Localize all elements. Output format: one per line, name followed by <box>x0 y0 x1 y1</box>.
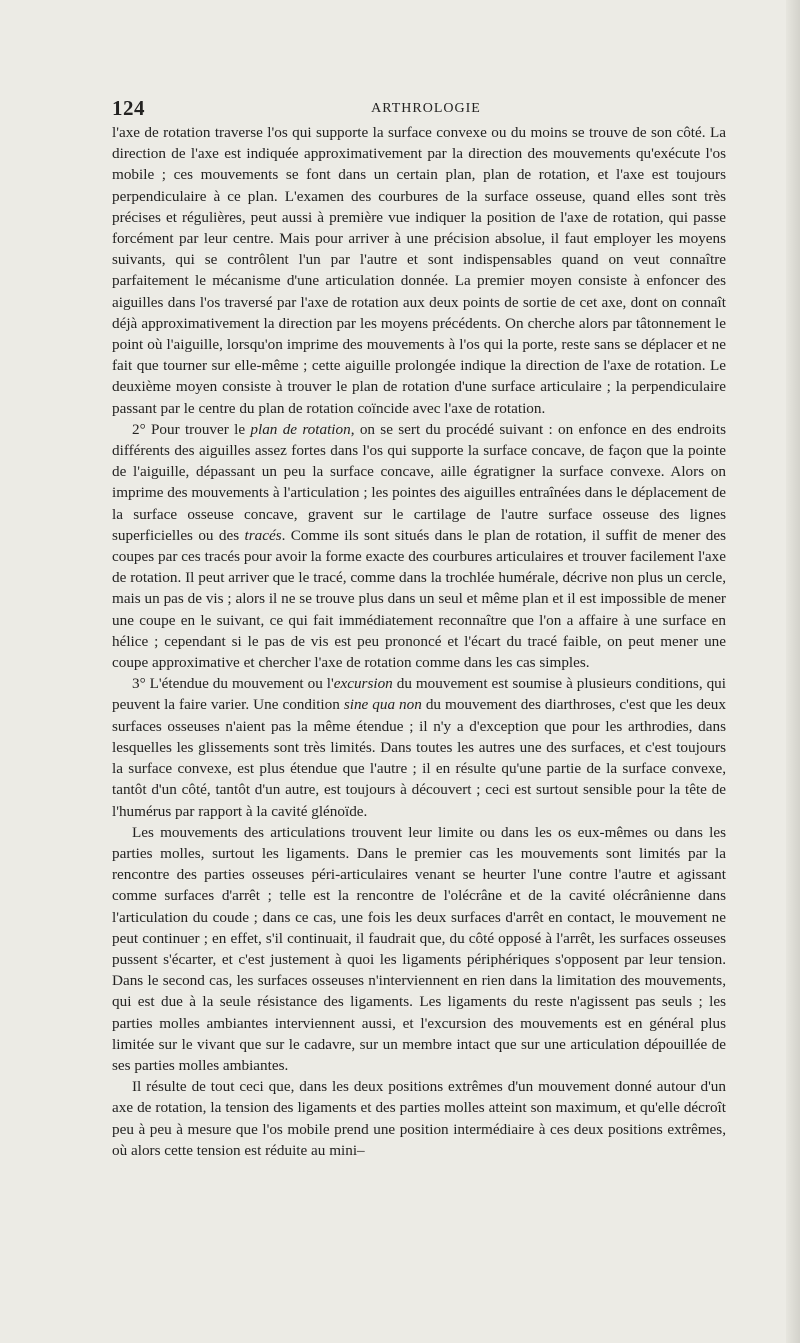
running-head: ARTHROLOGIE <box>371 101 481 116</box>
page-header <box>112 96 740 120</box>
paragraph-1: l'axe de rotation traverse l'os qui supporte la surface convexe ou du moins se trouve de son côté. La direction de l'axe est indiquée approximativement par la direction des mouvements qu'exécute l'os mobile ; ces mouvements se font dans un certain plan, plan de rotation, et l'axe est toujours perpendiculaire à ce plan. L'examen des courbures de la surface osseuse, quand elles sont très précises et régulières, peut aussi à première vue indiquer la position de l'axe de rotation, qui passe forcément par leur centre. Mais pour arriver à une précision absolue, il faut employer les moyens suivants, qui se contrôlent l'un par l'autre et sont indispensables quand on veut connaître parfaitement le mécanisme d'une articulation donnée. La premier moyen consiste à enfoncer des aiguilles dans l'os traversé par l'axe de rotation aux deux points de sortie de cet axe, dont on connaît déjà approximativement la direction par les moyens précédents. On cherche alors par tâtonnement le point où l'aiguille, lorsqu'on imprime des mouvements à l'os qui la porte, reste sans se déplacer et ne fait que tourner sur elle-même ; cette aiguille prolongée indique la direction de l'axe de rotation. Le deuxième moyen consiste à trouver le plan de rotation d'une surface articulaire ; la perpendiculaire passant par le centre du plan de rotation coïncide avec l'axe de rotation. <box>112 124 726 417</box>
paragraph-5: Il résulte de tout ceci que, dans les deux positions extrêmes d'un mouvement donné autour d'un axe de rotation, la tension des ligaments et des parties molles atteint son maximum, et qu'elle décroît peu à peu à mesure que l'os mobile prend une position intermédiaire à ces deux positions extrêmes, où alors cette tension est réduite au mini– <box>112 1078 726 1159</box>
emphasis-excursion: excursion <box>333 675 393 693</box>
emphasis-sine-qua-non: sine qua non <box>343 696 422 714</box>
emphasis-traces: tracés <box>244 526 282 544</box>
page-number: 124 <box>112 96 145 120</box>
paragraph-2: 2° Pour trouver le plan de rotation, on se sert du procédé suivant : on enfonce en des endroits différents des aiguilles assez fortes dans l'os qui supporte la surface concave, de façon que la pointe de l'aiguille, dépassant un peu la surface concave, aille égratigner la surface convexe. Alors on imprime des mouvements à l'articulation ; les pointes des aiguilles entraînées dans le déplacement de la surface osseuse concave, gravent sur le cartilage de l'autre surface osseuse des lignes superficielles ou des tracés. Comme ils sont situés dans le plan de rotation, il suffit de mener des coupes par ces tracés pour avoir la forme exacte des courbures articulaires et trouver facilement l'axe de rotation. Il peut arriver que le tracé, comme dans la trochlée humérale, décrive non plus un cercle, mais un pas de vis ; alors il ne se trouve plus dans un seul et même plan et il est impossible de mener une coupe en le suivant, ce qui fait immédiatement reconnaître que l'on a affaire à une surface en hélice ; cependant si le pas de vis est peu prononcé et l'écart du tracé faible, on peut mener une coupe approximative et chercher l'axe de rotation comme dans les cas simples. <box>112 420 727 672</box>
page-edge <box>786 0 800 1343</box>
body-text <box>112 122 726 1161</box>
paragraph-4: Les mouvements des articulations trouvent leur limite ou dans les os eux-mêmes ou dans les parties molles, surtout les ligaments. Dans le premier cas les mouvements sont limités par la rencontre des parties osseuses péri-articulaires venant se heurter l'une contre l'autre et agissant comme surfaces d'arrêt ; telle est la rencontre de l'olécrâne et de la cavité olécrânienne dans l'articulation du coude ; dans ce cas, une fois les deux surfaces d'arrêt en contact, le mouvement ne peut continuer ; en effet, s'il continuait, il faudrait que, du côté opposé à l'arrêt, les surfaces osseuses pussent s'écarter, et c'est justement à quoi les ligaments périphériques s'opposent par leur tension. Dans le second cas, les surfaces osseuses n'interviennent en rien dans la limitation des mouvements, qui est due à la seule résistance des ligaments. Les ligaments du reste n'agissent pas seuls ; les parties molles ambiantes interviennent aussi, et l'excursion des mouvements est en général plus limitée sur le vivant que sur le cadavre, sur un membre intact que sur une articulation dépouillée de ses parties molles ambiantes. <box>112 823 726 1074</box>
paragraph-3: 3° L'étendue du mouvement ou l'excursion du mouvement est soumise à plusieurs conditions, qui peuvent la faire varier. Une condition sine qua non du mouvement des diarthroses, c'est que les deux surfaces osseuses n'aient pas la même étendue ; il n'y a d'exception que pour les arthrodies, dans lesquelles les glissements sont très limités. Dans toutes les autres une des surfaces, et c'est toujours la surface convexe, est plus étendue que l'autre ; il en résulte qu'une partie de la surface convexe, tantôt d'un côté, tantôt d'un autre, est toujours à découvert ; ceci est surtout sensible pour la tête de l'humérus par rapport à la cavité glénoïde. <box>112 675 726 820</box>
emphasis-plan-de-rotation: plan de rotation <box>250 420 351 438</box>
